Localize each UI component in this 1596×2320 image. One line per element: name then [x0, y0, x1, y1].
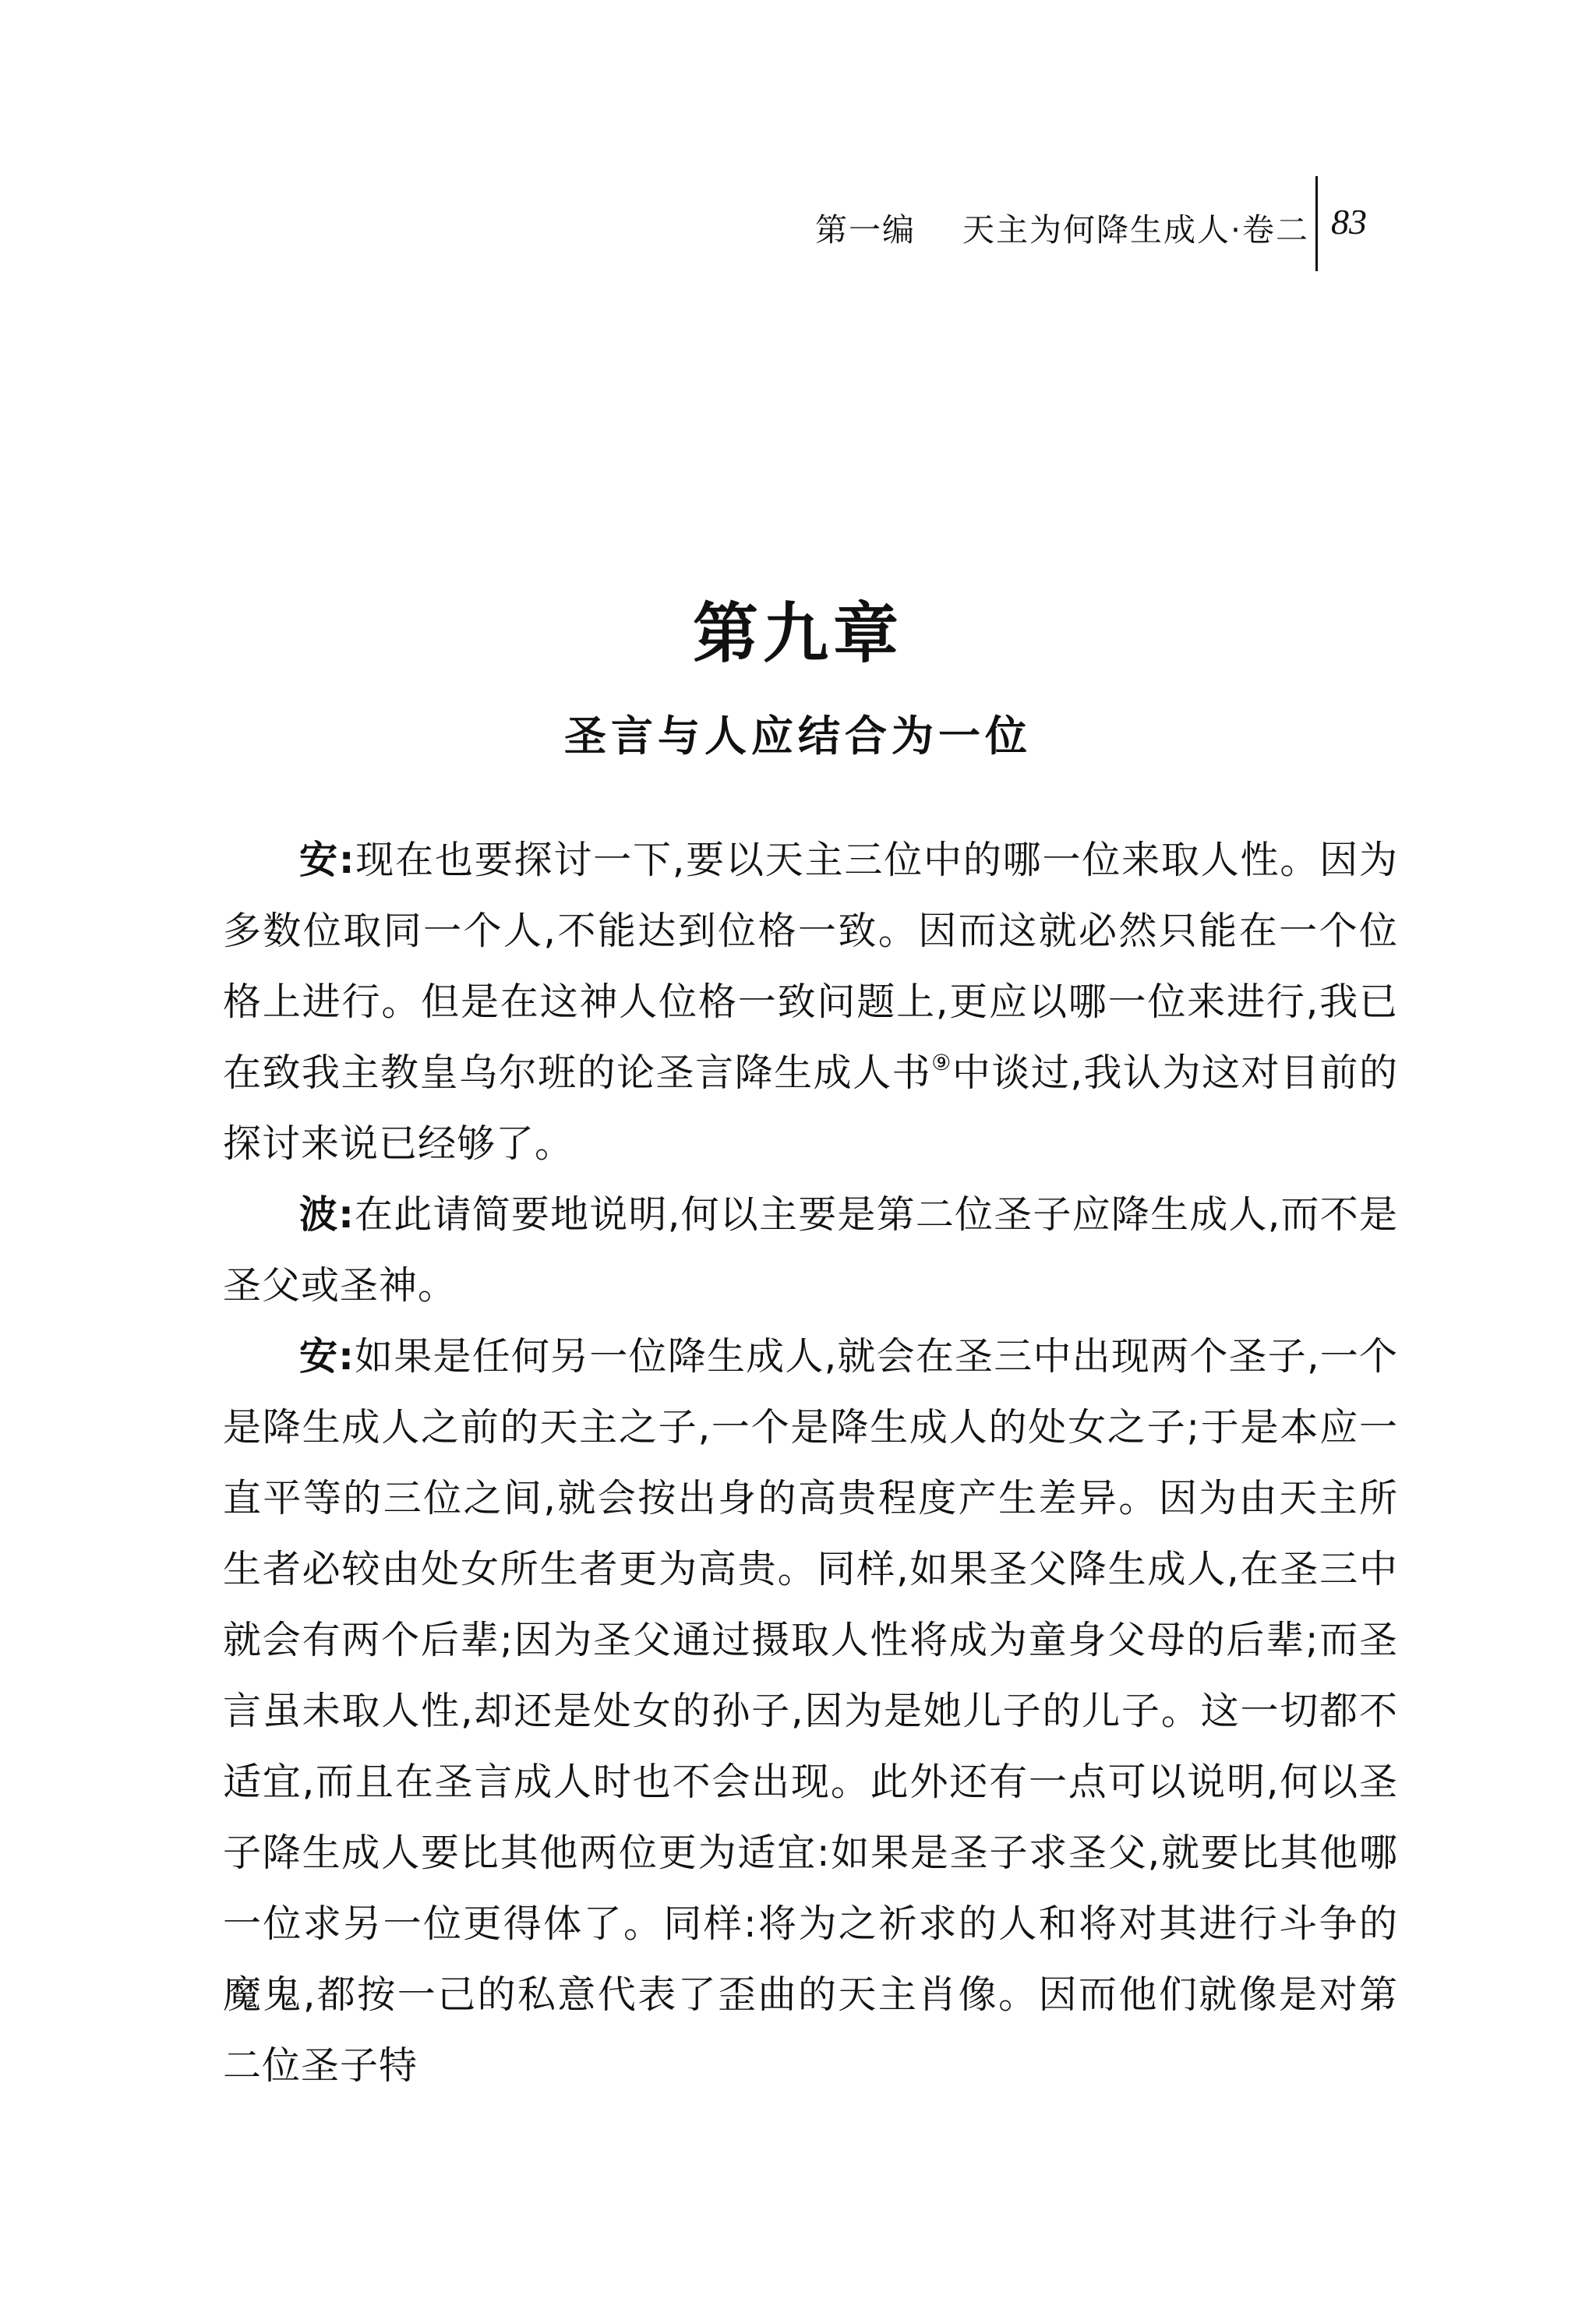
page-number: 83: [1331, 202, 1367, 242]
paragraph-text: 在此请简要地说明,何以主要是第二位圣子应降生成人,而不是圣父或圣神。: [223, 1192, 1398, 1308]
paragraph-text: 中谈过,我认为这对目前的探讨来说已经够了。: [223, 1051, 1398, 1166]
header-part: 第一编: [814, 211, 916, 249]
header-divider: [1315, 176, 1318, 271]
header-book-title: 天主为何降生成人·卷二: [962, 211, 1309, 249]
paragraph-2: [223, 1179, 1398, 1321]
chapter-title: 第九章: [692, 595, 903, 673]
body-text: [223, 825, 1398, 2101]
paragraph-1: [223, 825, 1398, 1179]
chapter-subtitle: 圣言与人应结合为一位: [564, 711, 1032, 761]
speaker-label: 波:: [299, 1192, 355, 1237]
running-head: [779, 204, 1309, 250]
paragraph-3: [223, 1321, 1398, 2101]
paragraph-text: 现在也要探讨一下,要以天主三位中的哪一位来取人性。因为多数位取同一个人,不能达到位格一致。因而这就必然只能在一个位格上进行。但是在这神人位格一致问题上,更应以哪一位来进行,我已在致我主教皇乌尔班的论圣言降生成人书: [223, 838, 1398, 1095]
speaker-label: 安:: [299, 1334, 355, 1379]
footnote-mark[interactable]: ⑨: [931, 1050, 952, 1075]
speaker-label: 安:: [299, 838, 355, 882]
paragraph-text: 如果是任何另一位降生成人,就会在圣三中出现两个圣子,一个是降生成人之前的天主之子,一个是降生成人的处女之子;于是本应一直平等的三位之间,就会按出身的高贵程度产生差异。因为由天主所生者必较由处女所生者更为高贵。同样,如果圣父降生成人,在圣三中就会有两个后辈;因为圣父通过摄取人性将成为童身父母的后辈;而圣言虽未取人性,却还是处女的孙子,因为是她儿子的儿子。这一切都不适宜,而且在圣言成人时也不会出现。此外还有一点可以说明,何以圣子降生成人要比其他两位更为适宜:如果是圣子求圣父,就要比其他哪一位求另一位更得体了。同样:将为之祈求的人和将对其进行斗争的魔鬼,都按一己的私意代表了歪曲的天主肖像。因而他们就像是对第二位圣子特: [223, 1334, 1398, 2088]
